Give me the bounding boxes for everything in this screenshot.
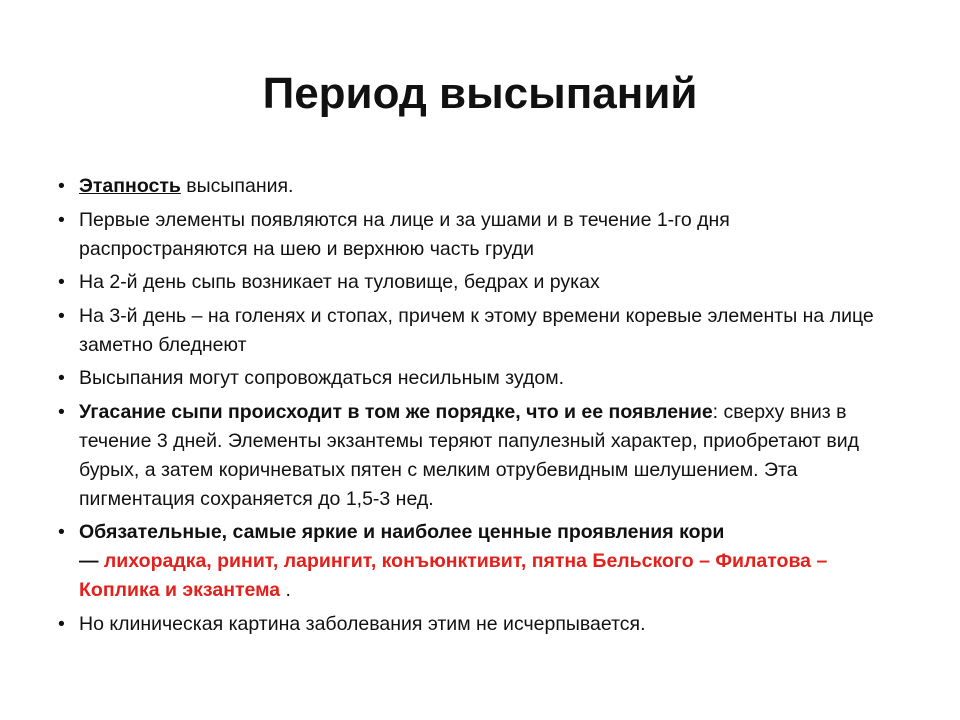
item-emphasis: Угасание сыпи происходит в том же порядке, что и ее появление [79, 400, 713, 423]
bullet-icon: • [58, 367, 65, 389]
item-text: . [280, 579, 291, 601]
item-text: Но клиническая картина заболевания этим не исчерпывается. [79, 612, 646, 635]
item-text: Высыпания могут сопровождаться несильным зудом. [79, 367, 565, 389]
list-item [58, 302, 898, 360]
item-highlight-red: лихорадка, ринит, ларингит, конъюнктивит, пятна Бельского – Филатова – Коплика и экзантема [79, 550, 828, 601]
list-item [58, 364, 898, 393]
bullet-list [58, 172, 898, 643]
bullet-icon: • [58, 175, 65, 197]
bullet-icon: • [58, 208, 65, 231]
item-text: На 2-й день сыпь возникает на туловище, бедрах и руках [79, 271, 600, 293]
list-item [58, 206, 898, 264]
item-text: высыпания. [180, 175, 294, 197]
item-emphasis: Этапность [79, 175, 181, 197]
list-item [58, 610, 898, 639]
bullet-icon: • [58, 400, 65, 423]
bullet-icon: • [58, 612, 65, 635]
list-item [58, 518, 898, 605]
bullet-icon: • [58, 521, 65, 543]
item-text: На 3-й день – на голенях и стопах, причем к этому времени коревые элементы на лице заметно бледнеют [79, 304, 874, 356]
item-emphasis: Обязательные, самые яркие и наиболее ценные проявления кори [79, 521, 725, 543]
slide-title: Период высыпаний [262, 69, 698, 118]
item-text: Первые элементы появляются на лице и за ушами и в течение 1-го дня распространяются на шею и верхнюю часть груди [79, 208, 730, 260]
item-dash: — [79, 550, 99, 572]
bullet-icon: • [58, 304, 65, 327]
item-text: : сверху вниз в течение 3 дней. Элементы экзантемы теряют папулезный характер, приобретают вид бурых, а затем коричневатых пятен с мелким отрубевидным шелушением. Эта пигментация сохраняется до 1,5-3 нед. [79, 400, 859, 510]
list-item [58, 172, 898, 201]
list-item [58, 398, 898, 514]
bullet-icon: • [58, 271, 65, 293]
list-item [58, 268, 898, 297]
